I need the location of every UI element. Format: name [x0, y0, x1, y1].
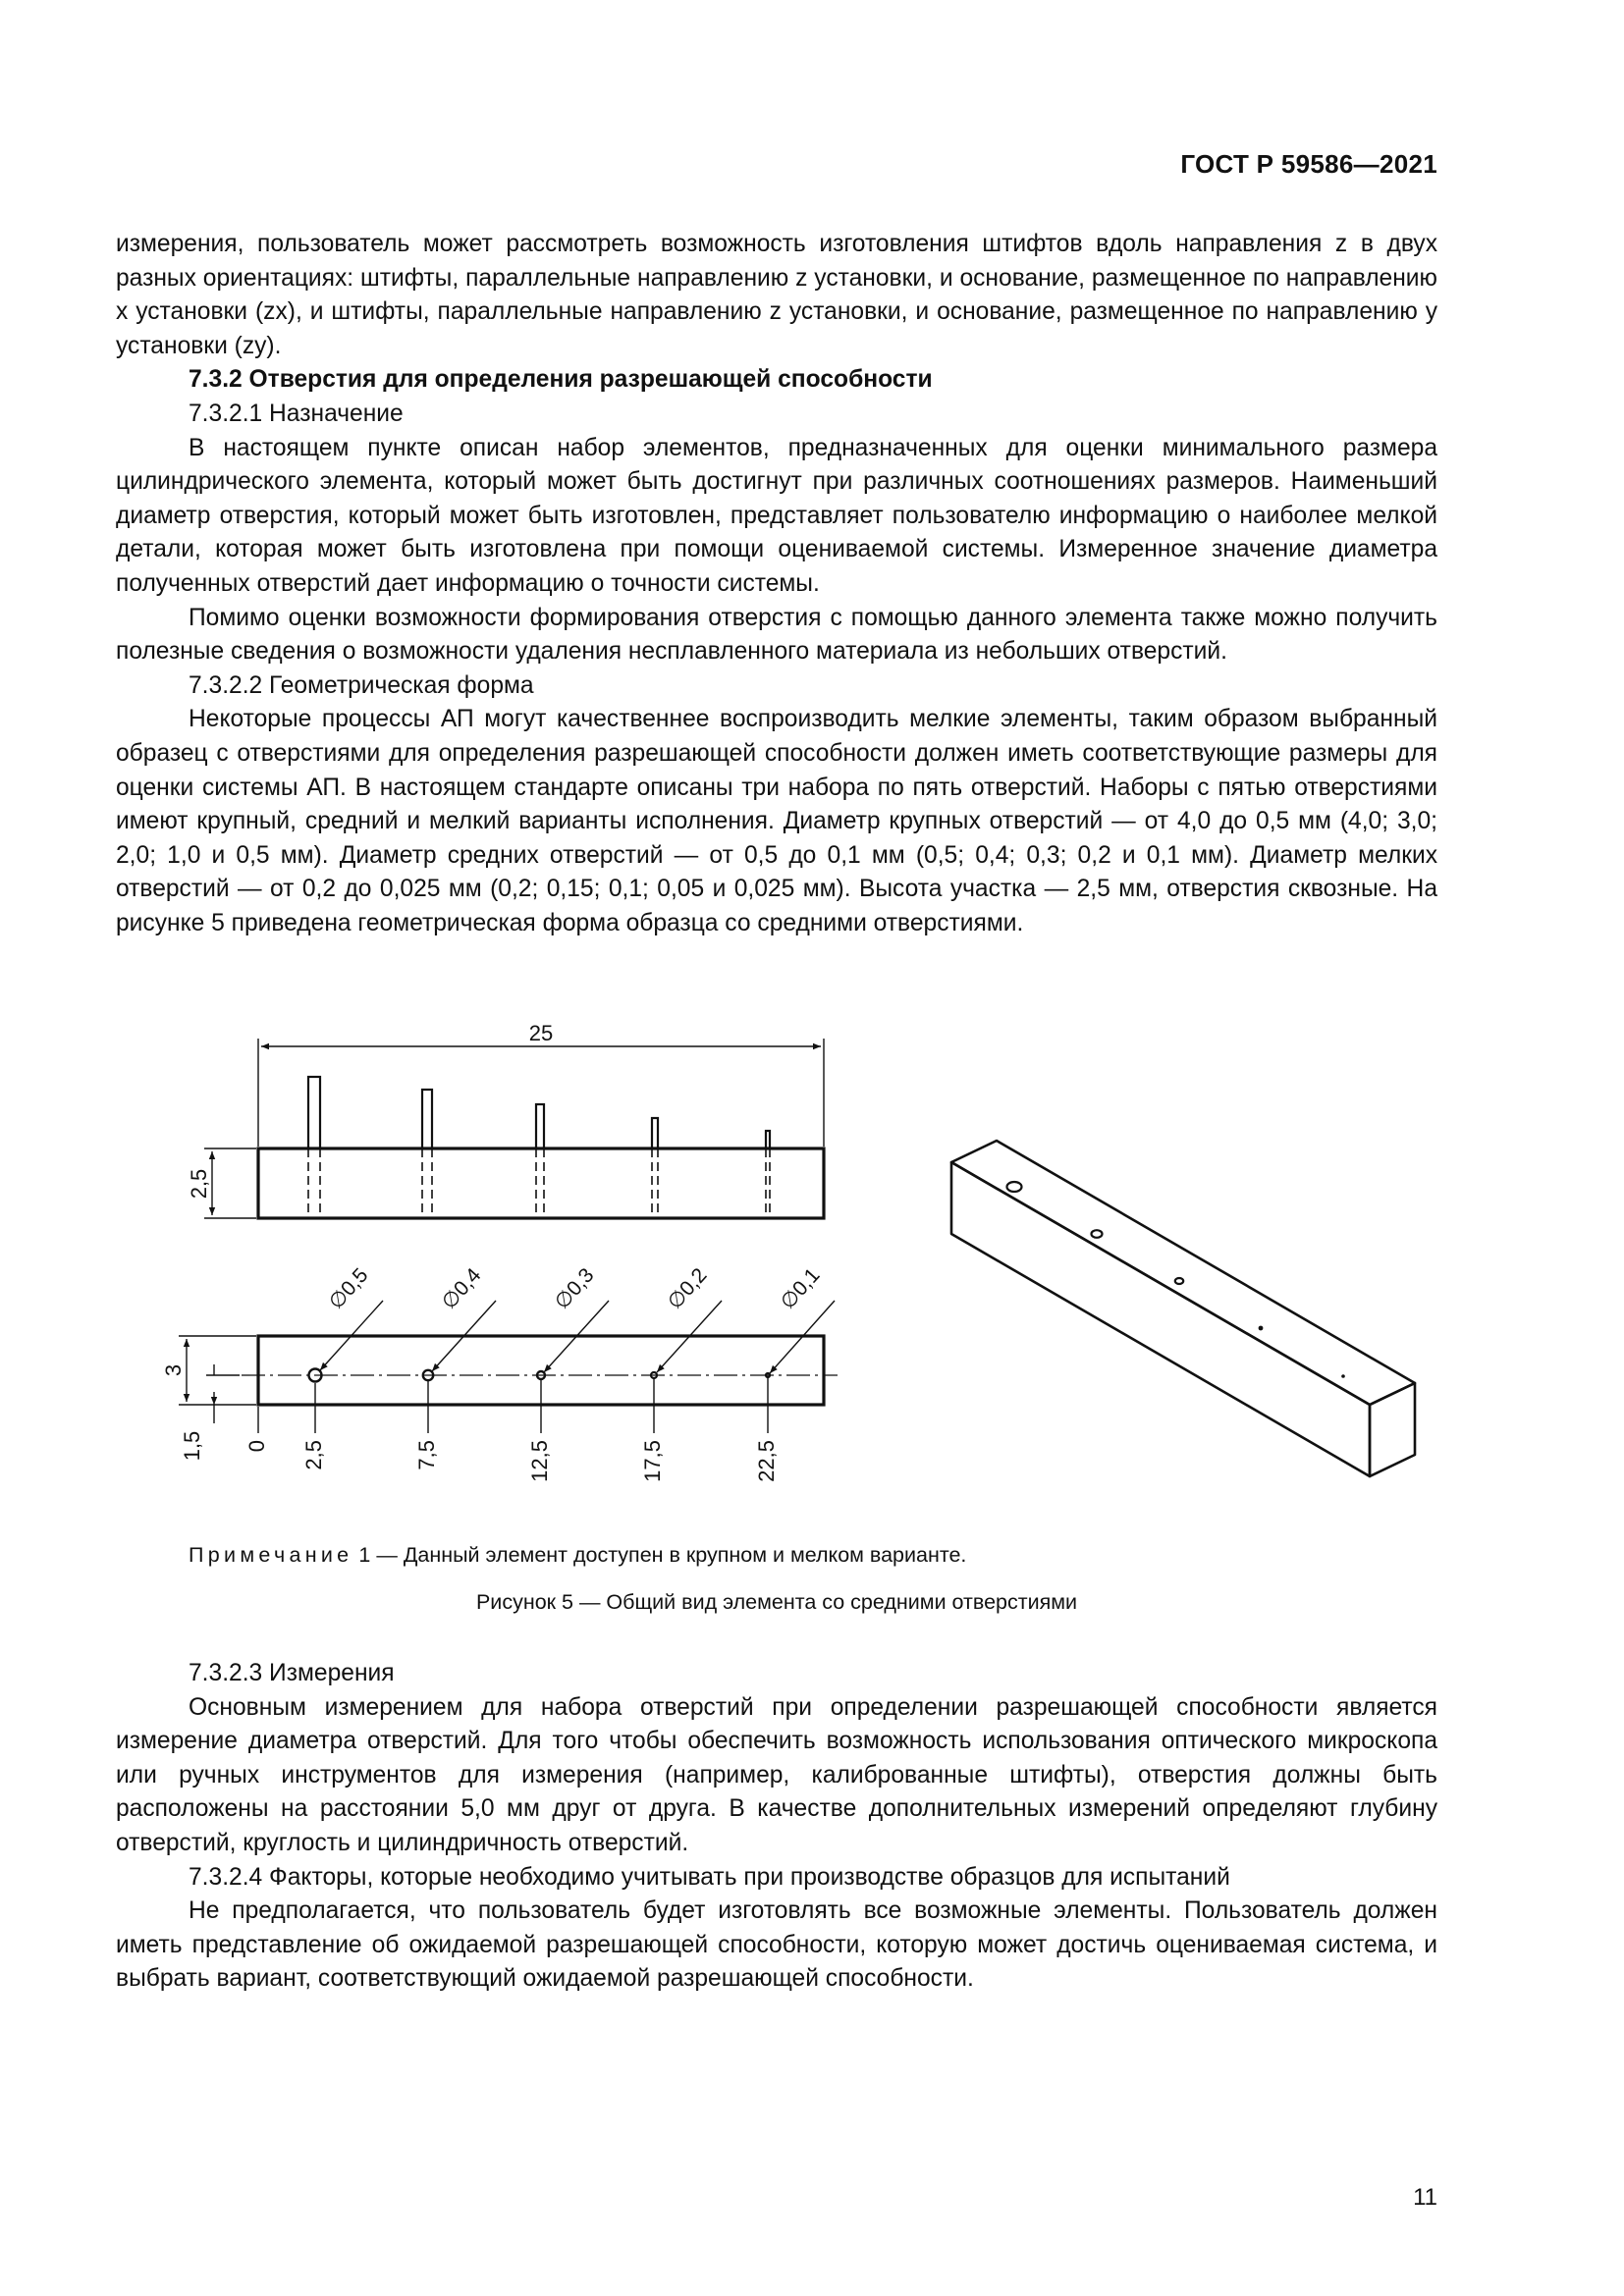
technical-drawing: [116, 1001, 1437, 1522]
subsection-heading: 7.3.2.2 Геометрическая форма: [189, 671, 534, 699]
body-text-bottom: [116, 1657, 1437, 1997]
paragraph: В настоящем пункте описан набор элементов, предназначенных для оценки минимального размера цилиндрического элемента, который может быть достигнут при различных соотношениях размеров. Наименьший диаметр отверстия, который может быть изготовлен, представляет пользователю информацию о наиболее мелкой детали, которая может быть изготовлена при помощи оцениваемой системы. Измеренное значение диаметра полученных отверстий дает информацию о точности системы.: [116, 434, 1437, 597]
origin-label: 0: [244, 1440, 269, 1453]
iso-hole-04: [1092, 1230, 1103, 1238]
position-label: 17,5: [640, 1440, 665, 1482]
isometric-view: [951, 1141, 1415, 1476]
pin-02: [652, 1118, 658, 1218]
position-label: 7,5: [414, 1440, 439, 1470]
diameter-label: ∅0,2: [663, 1263, 712, 1314]
subsection-heading: 7.3.2.1 Назначение: [189, 400, 404, 427]
width-dimension-label: 3: [161, 1363, 186, 1377]
front-view-body: [258, 1148, 824, 1218]
subsection-heading: 7.3.2.3 Измерения: [189, 1660, 395, 1686]
diameter-label: ∅0,5: [324, 1263, 373, 1314]
diameter-label: ∅0,1: [776, 1263, 825, 1314]
top-view: [179, 1301, 838, 1433]
diameter-label: ∅0,4: [437, 1263, 486, 1314]
iso-hole-03: [1175, 1278, 1183, 1284]
note-text: 1 — Данный элемент доступен в крупном и мелком варианте.: [352, 1543, 967, 1567]
paragraph: Помимо оценки возможности формирования отверстия с помощью данного элемента также можно получить полезные сведения о возможности удаления несплавленного материала из небольших отверстий.: [116, 604, 1437, 666]
paragraph: Не предполагается, что пользователь будет изготовлять все возможные элементы. Пользователь должен иметь представление об ожидаемой разрешающей способности, которую может достичь оцениваемая система, и выбрать вариант, соответствующий ожидаемой разрешающей способности.: [116, 1897, 1437, 1993]
pin-04: [422, 1090, 432, 1218]
body-text-top: [116, 228, 1437, 940]
figure-5: [116, 1001, 1437, 1522]
front-view: [204, 1039, 824, 1218]
document-header: ГОСТ Р 59586—2021: [1180, 149, 1437, 179]
position-label: 2,5: [301, 1440, 326, 1470]
section-heading: 7.3.2 Отверстия для определения разрешающей способности: [189, 366, 933, 394]
paragraph: Основным измерением для набора отверстий при определении разрешающей способности является измерение диаметра отверстий. Для того чтобы обеспечить возможность использования оптического микроскопа или ручных инструментов для измерения (например, калиброванные штифты), отверстия должны быть расположены на расстоянии 5,0 мм друг от друга. В качестве дополнительных измерений определяют глубину отверстий, круглость и цилиндричность отверстий.: [116, 1693, 1437, 1856]
length-dimension-label: 25: [528, 1021, 554, 1045]
pin-01: [766, 1131, 770, 1218]
offset-dimension-label: 1,5: [180, 1430, 204, 1462]
subsection-heading: 7.3.2.4 Факторы, которые необходимо учитывать при производстве образцов для испытаний: [189, 1863, 1230, 1891]
figure-note: [189, 1543, 966, 1568]
pin-05: [308, 1077, 320, 1218]
height-dimension-label: 2,5: [187, 1168, 211, 1200]
iso-hole-05: [1007, 1182, 1022, 1192]
paragraph: измерения, пользователь может рассмотреть возможность изготовления штифтов вдоль направления z в двух разных ориентациях: штифты, параллельные направлению z установки, и основание, размещенное по направлению x установки (zx), и штифты, параллельные направлению z установки, и основание, размещенное по направлению y установки (zy).: [116, 231, 1437, 359]
iso-end-face: [1370, 1383, 1415, 1476]
diameter-label: ∅0,3: [550, 1263, 599, 1314]
paragraph: Некоторые процессы АП могут качественнее воспроизводить мелкие элементы, таким образом выбранный образец с отверстиями для определения разрешающей способности должен иметь соответствующие размеры для оценки системы АП. В настоящем стандарте описаны три набора по пять отверстий. Наборы с пятью отверстиями имеют крупный, средний и мелкий варианты исполнения. Диаметр крупных отверстий — от 4,0 до 0,5 мм (4,0; 3,0; 2,0; 1,0 и 0,5 мм). Диаметр средних отверстий — от 0,5 до 0,1 мм (0,5; 0,4; 0,3; 0,2 и 0,1 мм). Диаметр мелких отверстий — от 0,2 до 0,025 мм (0,2; 0,15; 0,1; 0,05 и 0,025 мм). Высота участка — 2,5 мм, отверстия сквозные. На рисунке 5 приведена геометрическая форма образца со средними отверстиями.: [116, 706, 1437, 936]
position-label: 12,5: [527, 1440, 552, 1482]
pin-03: [536, 1104, 544, 1218]
page-number: 11: [1413, 2184, 1437, 2211]
iso-top-face: [951, 1141, 1415, 1405]
iso-hole-02: [1259, 1326, 1264, 1331]
figure-caption: Рисунок 5 — Общий вид элемента со средними отверстиями: [475, 1590, 1078, 1614]
position-label: 22,5: [754, 1440, 779, 1482]
note-prefix: Примечание: [189, 1543, 353, 1567]
iso-hole-01: [1341, 1374, 1345, 1378]
